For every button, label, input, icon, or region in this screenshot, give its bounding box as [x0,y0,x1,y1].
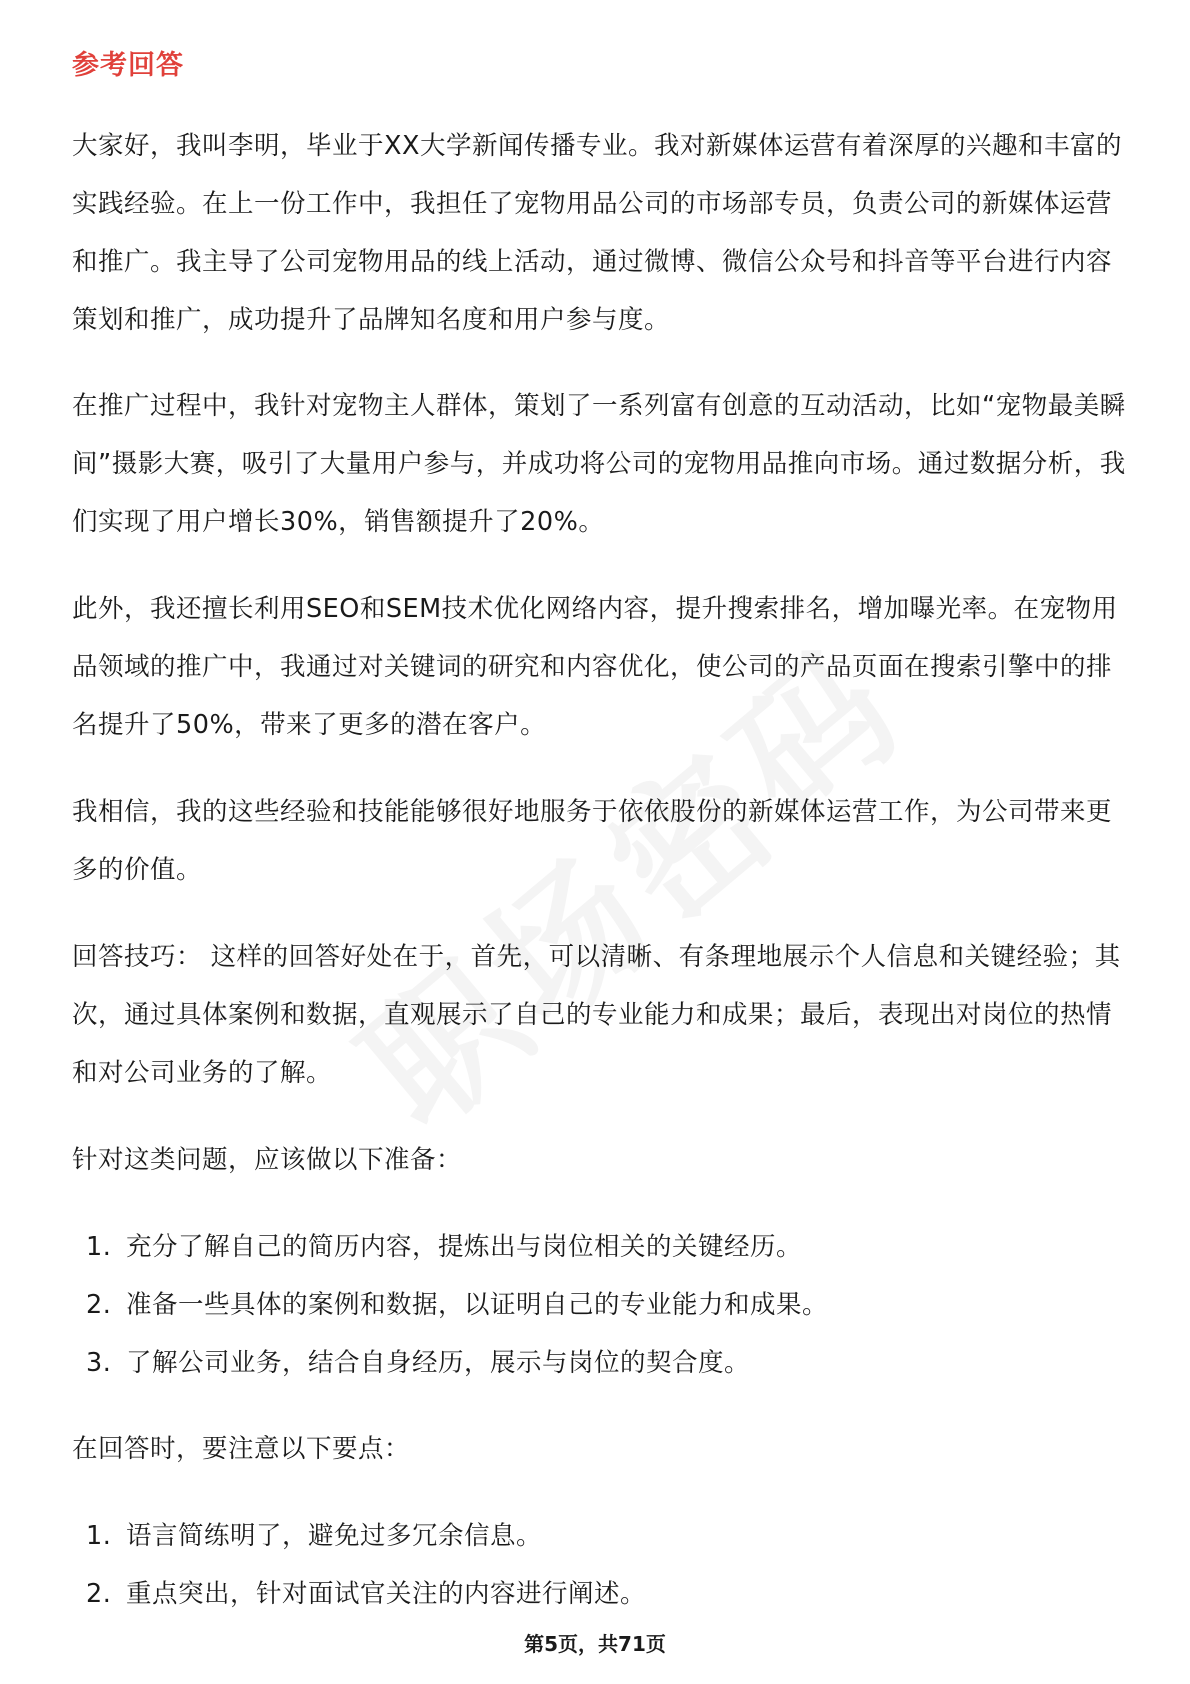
list-item [72,1565,1132,1623]
list-item [72,1218,1132,1276]
paragraph-tips: 回答技巧： 这样的回答好处在于，首先，可以清晰、有条理地展示个人信息和关键经验；其次，通过具体案例和数据，直观展示了自己的专业能力和成果；最后，表现出对岗位的热情和对公司业务的了解。 [72,942,1121,1088]
preparation-list [72,1218,1132,1392]
list-item-number: 1. [86,1521,112,1551]
list-item-text: 准备一些具体的案例和数据，以证明自己的专业能力和成果。 [126,1290,829,1320]
paragraph-notes-intro: 在回答时，要注意以下要点： [72,1434,411,1464]
notes-list [72,1507,1132,1623]
page-footer: 第5页，共71页 [524,1632,666,1656]
paragraph-closing: 我相信，我的这些经验和技能能够很好地服务于依依股份的新媒体运营工作，为公司带来更多的价值。 [72,797,1113,885]
list-item [72,1507,1132,1565]
list-item-text: 语言简练明了，避免过多冗余信息。 [126,1521,543,1551]
list-item-text: 重点突出，针对面试官关注的内容进行阐述。 [126,1579,647,1609]
list-item-text: 了解公司业务，结合自身经历，展示与岗位的契合度。 [126,1348,751,1378]
paragraph-prep-intro: 针对这类问题，应该做以下准备： [72,1145,463,1175]
list-item [72,1276,1132,1334]
list-item-number: 1. [86,1232,112,1262]
paragraph-promotion: 在推广过程中，我针对宠物主人群体，策划了一系列富有创意的互动活动，比如“宠物最美瞬间”摄影大赛，吸引了大量用户参与，并成功将公司的宠物用品推向市场。通过数据分析，我们实现了用户增长30%，销售额提升了20%。 [72,391,1126,537]
list-item-number: 2. [86,1290,112,1320]
list-item-number: 3. [86,1348,112,1378]
list-item [72,1334,1132,1392]
paragraph-intro: 大家好，我叫李明，毕业于XX大学新闻传播专业。我对新媒体运营有着深厚的兴趣和丰富的实践经验。在上一份工作中，我担任了宠物用品公司的市场部专员，负责公司的新媒体运营和推广。我主导了公司宠物用品的线上活动，通过微博、微信公众号和抖音等平台进行内容策划和推广，成功提升了品牌知名度和用户参与度。 [72,131,1122,335]
list-item-text: 充分了解自己的简历内容，提炼出与岗位相关的关键经历。 [126,1232,803,1262]
list-item-number: 2. [86,1579,112,1609]
paragraph-seo: 此外，我还擅长利用SEO和SEM技术优化网络内容，提升搜索排名，增加曝光率。在宠物用品领域的推广中，我通过对关键词的研究和内容优化，使公司的产品页面在搜索引擎中的排名提升了50%，带来了更多的潜在客户。 [72,594,1118,740]
section-heading: 参考回答 [72,50,184,81]
